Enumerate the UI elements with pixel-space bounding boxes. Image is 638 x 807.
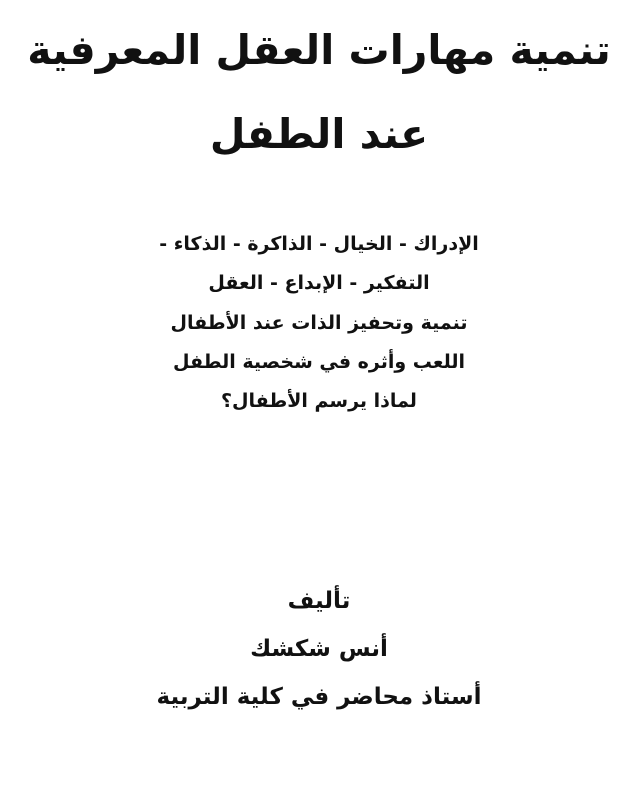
topic-line-5: لماذا يرسم الأطفال؟ [221,390,417,412]
topic-line-2: التفكير - الإبداع - العقل [208,272,430,294]
topic-line-4: اللعب وأثره في شخصية الطفل [172,351,466,373]
book-title-line-2: عند الطفل [209,110,429,158]
author-name: أنس شكشك [250,636,388,662]
topic-line-3: تنمية وتحفيز الذات عند الأطفال [170,312,468,334]
topic-line-1: الإدراك - الخيال - الذاكرة - الذكاء - [159,233,479,255]
authorship-label: تأليف [287,588,351,614]
author-role: أستاذ محاضر في كلية التربية [156,684,482,710]
book-title-line-1: تنمية مهارات العقل المعرفية [27,26,611,74]
